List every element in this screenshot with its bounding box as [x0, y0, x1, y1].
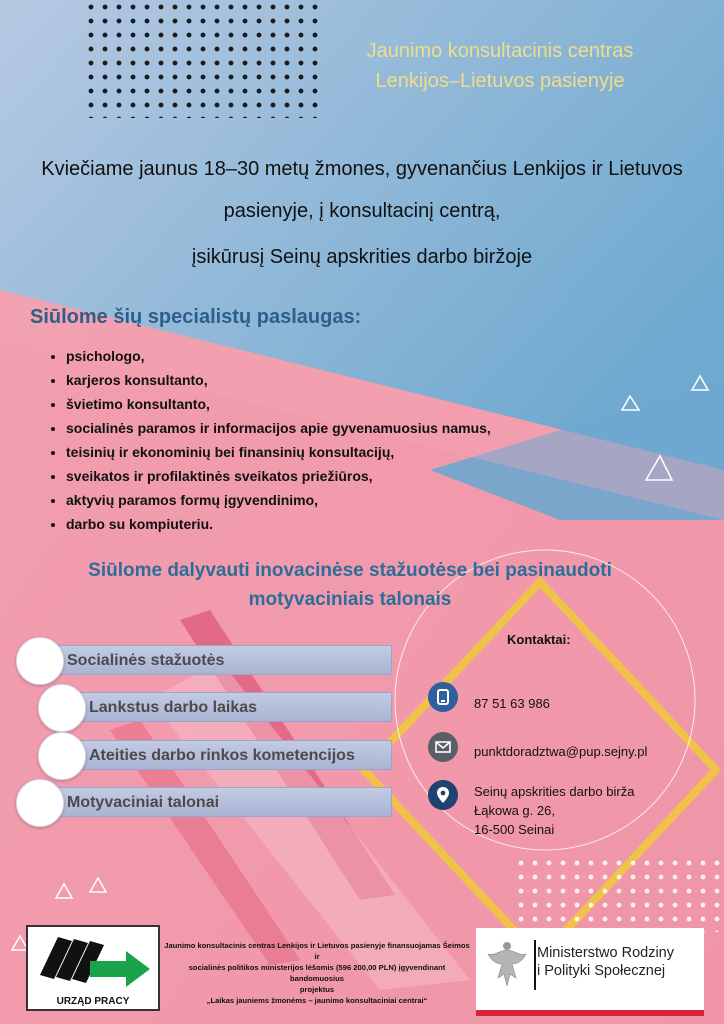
services-item: • sveikatos ir profilaktinės sveikatos priežiūros,	[66, 464, 491, 488]
services-item: • švietimo konsultanto,	[66, 392, 491, 416]
services-item: • teisinių ir ekonominių bei finansinių konsultacijų,	[66, 440, 491, 464]
services-item: • aktyvių paramos formų įgyvendinimo,	[66, 488, 491, 512]
contact-phone[interactable]: 87 51 63 986	[474, 696, 550, 711]
offer-heading-line1: Siūlome dalyvauti inovacinėse stažuotėse bei pasinaudoti	[88, 560, 612, 581]
location-pin-icon	[428, 780, 458, 810]
offer-heading	[20, 556, 680, 614]
services-title: Siūlome šių specialistų paslaugas:	[30, 306, 362, 328]
address-line-1: Seinų apskrities darbo birža	[474, 784, 635, 799]
footer-text-line4: „Laikas jauniems žmonėms – jaunimo konsultaciniai centrai“	[206, 996, 428, 1005]
intro-line-3: įsikūrusį Seinų apskrities darbo biržoje	[191, 246, 533, 268]
intro-line-2: pasienyje, į konsultacinį centrą,	[223, 200, 501, 222]
ministry-logo	[476, 928, 704, 1016]
ministry-divider	[534, 940, 536, 990]
pill-label: Socialinės stažuotės	[67, 652, 225, 669]
urzad-pracy-label: URZĄD PRACY	[56, 996, 130, 1007]
header-title-line2: Lenkijos–Lietuvos pasienyje	[375, 70, 625, 92]
phone-icon	[428, 682, 458, 712]
pill-motivation-vouchers	[38, 787, 392, 817]
ministry-line1: Ministerstwo Rodziny	[537, 945, 674, 961]
pill-circle-icon	[16, 637, 64, 685]
urzad-pracy-logo-graphic	[28, 927, 158, 993]
services-item: • socialinės paramos ir informacijos apie gyvenamuosius namus,	[66, 416, 491, 440]
pill-circle-icon	[38, 732, 86, 780]
ministry-name	[537, 944, 674, 980]
pill-future-competences	[60, 740, 392, 770]
pill-label: Motyvaciniai talonai	[67, 794, 220, 811]
pill-circle-icon	[16, 779, 64, 827]
footer-text-line3: projektus	[299, 985, 335, 994]
ministry-red-bar	[476, 1010, 704, 1016]
contact-address	[474, 782, 634, 839]
header-title	[330, 36, 670, 96]
services-item: • karjeros konsultanto,	[66, 368, 491, 392]
footer-text-line1: Jaunimo konsultacinis centras Lenkijos ir Lietuvos pasienyje finansuojamas Šeimos ir	[164, 941, 470, 961]
ministry-line2: i Polityki Społecznej	[537, 963, 666, 979]
pill-label: Ateities darbo rinkos kometencijos	[89, 747, 355, 764]
dot-pattern-top	[84, 0, 322, 118]
services-item: • psichologo,	[66, 344, 491, 368]
contact-email[interactable]: punktdoradztwa@pup.sejny.pl	[474, 744, 648, 759]
offer-heading-line2: motyvaciniais talonais	[248, 589, 452, 610]
services-item: • darbo su kompiuteriu.	[66, 512, 491, 536]
address-line-3: 16-500 Seinai	[474, 822, 555, 837]
intro-line-1: Kviečiame jaunus 18–30 metų žmones, gyvenančius Lenkijos ir Lietuvos	[41, 158, 683, 180]
contacts-title: Kontaktai:	[507, 632, 571, 647]
pill-social-internships	[38, 645, 392, 675]
mail-icon	[428, 732, 458, 762]
pill-flexible-hours	[60, 692, 392, 722]
services-list	[38, 344, 491, 536]
urzad-pracy-logo	[26, 925, 160, 1011]
pill-circle-icon	[38, 684, 86, 732]
header-title-line1: Jaunimo konsultacinis centras	[366, 40, 634, 62]
eagle-emblem-icon	[484, 938, 530, 994]
address-line-2: Łąkowa g. 26,	[474, 803, 555, 818]
footer-funding-text	[162, 940, 472, 1006]
pill-label: Lankstus darbo laikas	[89, 699, 258, 716]
dot-pattern-bottom	[514, 856, 724, 932]
footer-text-line2: socialinės politikos ministerijos lėšomis (596 200,00 PLN) įgyvendinant bandomuosius	[188, 963, 446, 983]
